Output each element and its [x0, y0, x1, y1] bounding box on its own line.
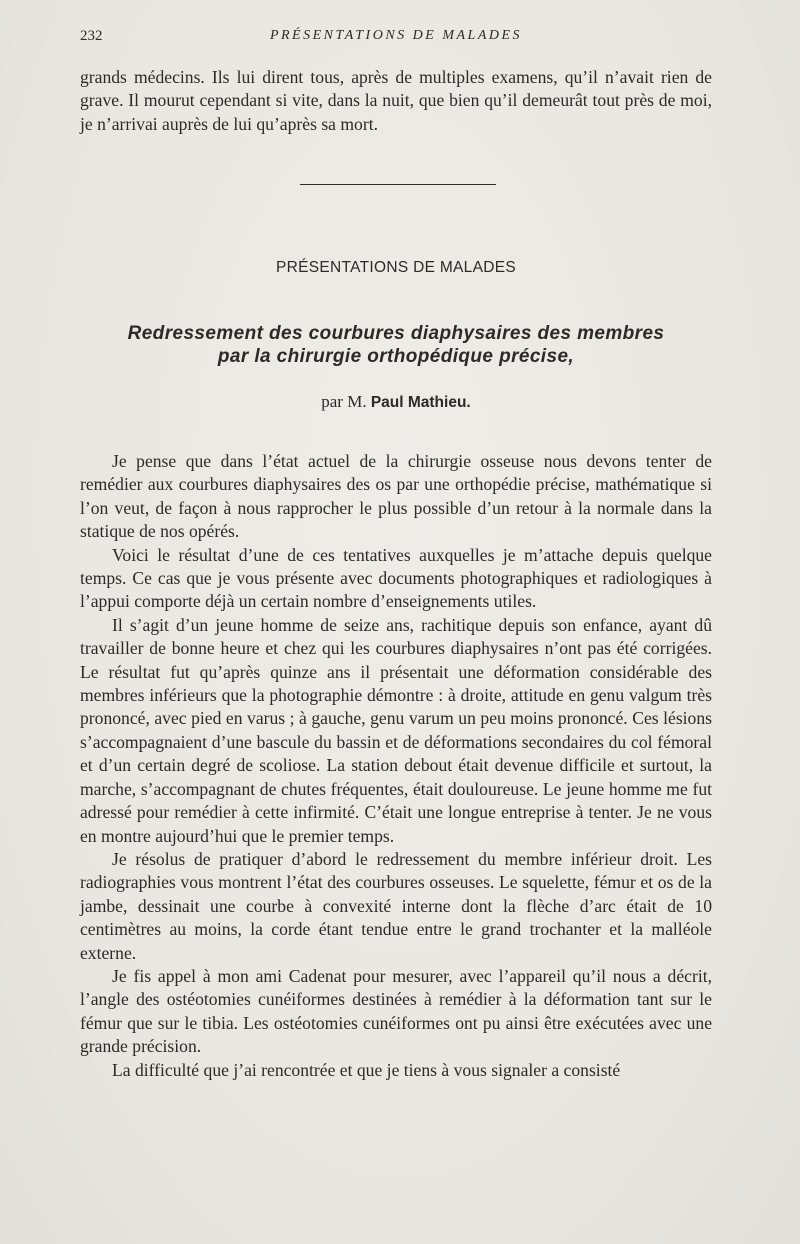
running-head — [80, 28, 712, 50]
article-title — [80, 322, 712, 368]
author-name: Paul Mathieu. — [370, 394, 471, 411]
article-title-line: Redressement des courbures diaphysaires des membres — [127, 323, 665, 344]
body-paragraph: Je pense que dans l’état actuel de la chirurgie osseuse nous devons tenter de remédier aux courbures diaphysaires des os par une orthopédie précise, mathématique si l’on veut, de façon à nous rapprocher le plus possible d’un retour à la normale dans la statique de nos opérés. — [80, 451, 712, 542]
running-title: PRÉSENTATIONS DE MALADES — [269, 28, 523, 43]
body-paragraph: Je fis appel à mon ami Cadenat pour mesurer, avec l’appareil qu’il nous a décrit, l’angle des ostéotomies cunéiformes destinées à remédier à la déformation tant sur le fémur que sur le tibia. Les ostéotomies cunéiformes ont pu ainsi être exécutées avec une grande précision. — [80, 965, 712, 1057]
page-number: 232 — [80, 28, 103, 44]
byline — [80, 392, 712, 412]
body-paragraph: La difficulté que j’ai rencontrée et que je tiens à vous signaler a consisté — [112, 1059, 621, 1080]
body-paragraph: Il s’agit d’un jeune homme de seize ans, rachitique depuis son enfance, ayant dû travailler de bonne heure et chez qui les courbures diaphysaires n’ont pas été corrigées. Le résultat fut qu’après quinze ans il présentait une déformation considérable des membres inférieurs que la photographie démontre : à droite, attitude en genu valgum très prononcé, avec pied en varus ; à gauche, genu varum un peu moins prononcé. Ces lésions s’accompagnaient d’une bascule du bassin et de déformations secondaires du col fémoral et d’un certain degré de scoliose. La station debout était devenue difficile et surtout, la marche, s’accompagnant de chutes fréquentes, était douloureuse. Le jeune homme me fut adressé pour remédier à cette infirmité. C’était une longue entreprise à tenter. Je ne vous en montre aujourd’hui que le premier temps. — [80, 614, 712, 846]
section-heading: PRÉSENTATIONS DE MALADES — [275, 259, 517, 276]
article-body — [80, 450, 712, 1082]
intro-paragraph: grands médecins. Ils lui dirent tous, après de multiples examens, qu’il n’avait rien de grave. Il mourut cependant si vite, dans la nuit, que bien qu’il demeurât tout près de moi, je n’arrivai auprès de lui qu’après sa mort. — [80, 67, 712, 134]
section-divider — [300, 184, 496, 185]
byline-prefix: par M. — [321, 392, 367, 411]
article-title-line: par la chirurgie orthopédique précise, — [217, 346, 575, 367]
body-paragraph: Voici le résultat d’une de ces tentatives auxquelles je m’attache depuis quelque temps. Ce cas que je vous présente avec documents photographiques et radiologiques à l’appui comporte déjà un certain nombre d’enseignements utiles. — [80, 544, 712, 612]
body-paragraph: Je résolus de pratiquer d’abord le redressement du membre inférieur droit. Les radiographies vous montrent l’état des courbures osseuses. Le squelette, fémur et os de la jambe, dessinait une courbe à convexité interne dont la flèche d’arc était de 10 centimètres au moins, la corde étant tendue entre le grand trochanter et la malléole externe. — [80, 848, 712, 963]
intro-paragraph-block — [80, 66, 712, 136]
